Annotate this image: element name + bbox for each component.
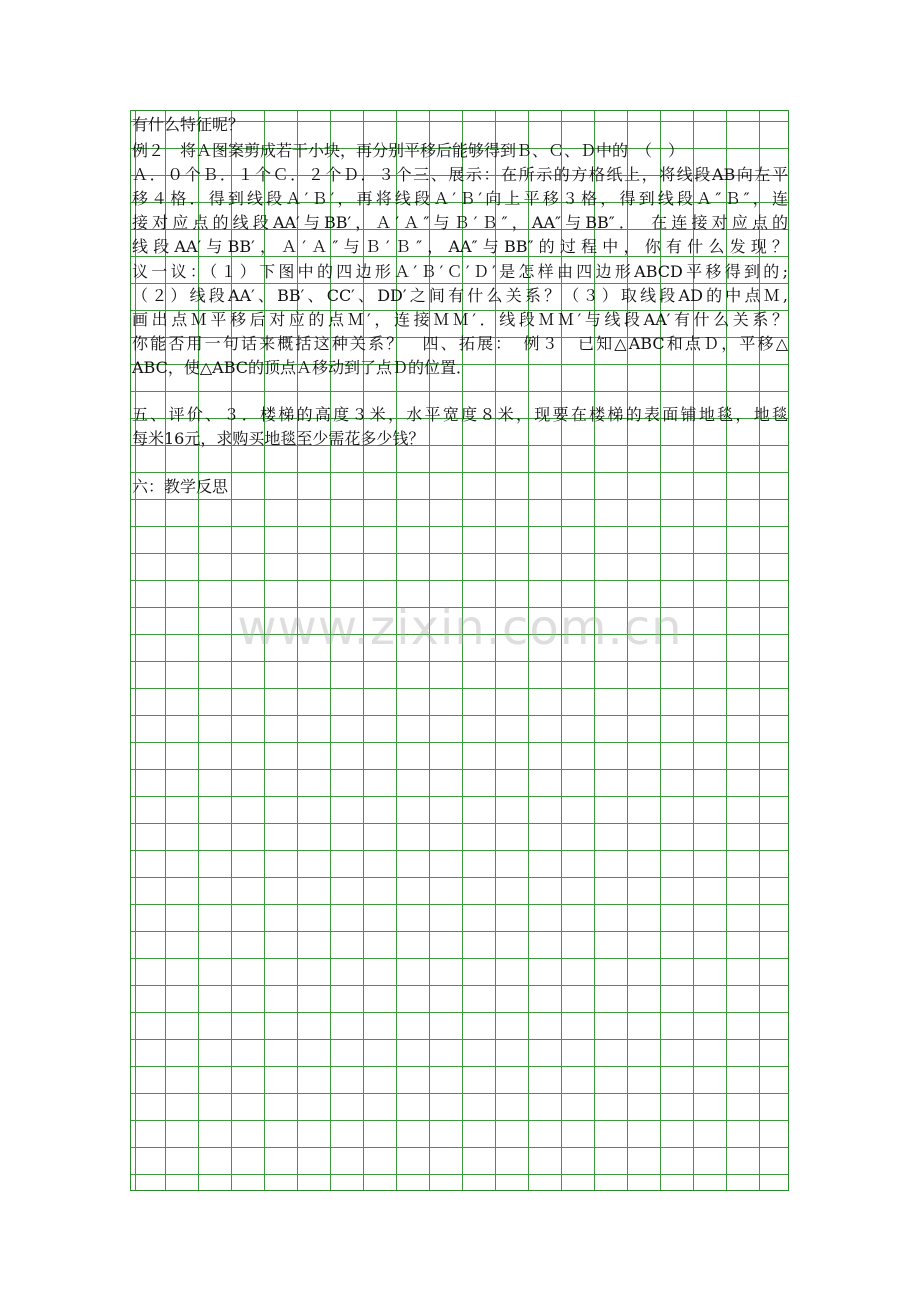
text-line: 移４格．得到线段Ａ′Ｂ′，再将线段Ａ′Ｂ′向上平移３格，得到线段Ａ″Ｂ″，连: [132, 189, 788, 208]
text-line: 五、评价、３．楼梯的高度３米，水平宽度８米，现要在楼梯的表面铺地毯，地毯: [132, 405, 788, 424]
text-line: （２）线段AA′、BB′、CC′、DD′之间有什么关系？（３）取线段AD的中点Ｍ,: [132, 286, 788, 305]
text-line: 画出点Ｍ平移后对应的点Ｍ′，连接ＭＭ′．线段ＭＭ′与线段AA′有什么关系？: [132, 310, 788, 329]
text-line: 接对应点的线段AA′与BB′，Ａ′Ａ″与Ｂ′Ｂ″，AA″与BB″． 在连接对应点的: [132, 213, 788, 232]
text-line: 每米16元，求购买地毯至少需花多少钱？: [132, 429, 425, 448]
text-line: ABC，使△ABC的顶点Ａ移动到了点Ｄ的位置．: [132, 358, 473, 377]
text-line: 例２ 将Ａ图案剪成若干小块，再分别平移后能够得到Ｂ、Ｃ、Ｄ中的 （ ）: [132, 141, 685, 160]
text-line: Ａ．０个Ｂ．１个Ｃ．２个Ｄ．３个三、展示：在所示的方格纸上，将线段AB向左平: [132, 165, 788, 184]
text-line: 有什么特征呢？: [132, 115, 245, 134]
text-line: 你能否用一句话来概括这种关系？ 四、拓展： 例３ 已知△ABC和点Ｄ，平移△: [132, 334, 788, 353]
text-line: 议一议：（１）下图中的四边形Ａ′Ｂ′Ｃ′Ｄ′是怎样由四边形ABCD平移得到的;: [132, 262, 788, 281]
watermark: www.zixin.com.cn: [237, 600, 683, 656]
text-line: 线段AA′与BB′，Ａ′Ａ″与Ｂ′Ｂ″，AA″与BB″的过程中，你有什么发现？: [132, 237, 788, 256]
section-heading: 六：教学反思: [132, 477, 229, 496]
